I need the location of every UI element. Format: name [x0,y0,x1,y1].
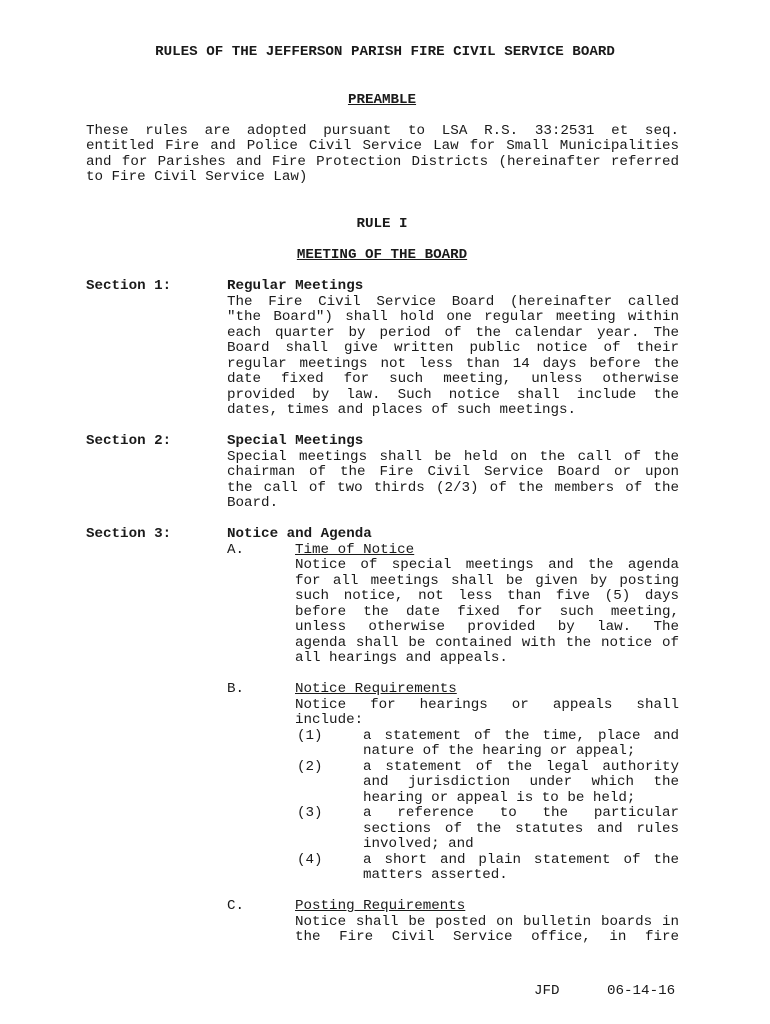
preamble-line: to Fire Civil Service Law) [86,169,308,185]
section-3-heading: Notice and Agenda [227,526,372,542]
rule-heading: MEETING OF THE BOARD [296,247,468,263]
footer-code: JFD [534,983,560,999]
section-2-label: Section 2: [86,433,172,449]
section-1-heading: Regular Meetings [227,278,364,294]
body-line: "the Board") shall hold one regular meeting within [227,309,679,325]
body-line: regular meetings not less than 14 days before the [227,356,679,372]
preamble-heading: PREAMBLE [347,92,417,108]
body-line: Special meetings shall be held on the call of the [227,449,679,465]
rule-number: RULE I [356,216,408,232]
subsection-b-heading: Notice Requirements [295,681,457,697]
list-line: hearing or appeal is to be held; [363,790,636,806]
subsection-a-letter: A. [227,542,245,558]
body-line: Board shall give written public notice of their [227,340,679,356]
subsection-c-heading: Posting Requirements [295,898,466,914]
list-line: a statement of the time, place and [363,728,679,744]
body-line: dates, times and places of such meetings. [227,402,577,418]
list-number: (3) [297,805,323,821]
list-line: a reference to the particular [363,805,679,821]
body-line: date fixed for such meeting, unless otherwise [227,371,679,387]
preamble-line: and for Parishes and Fire Protection Districts (hereinafter referred [86,154,679,170]
list-line: a statement of the legal authority [363,759,679,775]
body-line: provided by law. Such notice shall include the [227,387,679,403]
list-line: sections of the statutes and rules [363,821,679,837]
footer-date: 06-14-16 [607,983,676,999]
body-line: each quarter by period of the calendar year. The [227,325,679,341]
subsection-b-letter: B. [227,681,245,697]
body-line: the Fire Civil Service office, in fire [295,929,679,945]
body-line: unless otherwise provided by law. The [295,619,679,635]
subsection-c-letter: C. [227,898,245,914]
document-title: RULES OF THE JEFFERSON PARISH FIRE CIVIL SERVICE BOARD [155,44,615,60]
body-line: Notice of special meetings and the agenda [295,557,679,573]
section-2-heading: Special Meetings [227,433,364,449]
section-1-label: Section 1: [86,278,172,294]
list-number: (2) [297,759,323,775]
body-line: Notice for hearings or appeals shall [295,697,679,713]
body-line: chairman of the Fire Civil Service Board or upon [227,464,679,480]
body-line: agenda shall be contained with the notice of [295,635,679,651]
list-line: involved; and [363,836,474,852]
body-line: all hearings and appeals. [295,650,508,666]
list-number: (4) [297,852,323,868]
body-line: such notice, not less than five (5) days [295,588,679,604]
list-line: matters asserted. [363,867,508,883]
body-line: include: [295,712,364,728]
list-line: a short and plain statement of the [363,852,679,868]
preamble-line: These rules are adopted pursuant to LSA R.S. 33:2531 et seq. [86,123,679,139]
body-line: Board. [227,495,279,511]
subsection-a-heading: Time of Notice [295,542,415,558]
body-line: Notice shall be posted on bulletin boards in [295,914,679,930]
list-number: (1) [297,728,323,744]
list-line: nature of the hearing or appeal; [363,743,636,759]
body-line: The Fire Civil Service Board (hereinafter called [227,294,679,310]
preamble-line: entitled Fire and Police Civil Service Law for Small Municipalities [86,138,679,154]
section-3-label: Section 3: [86,526,172,542]
body-line: the call of two thirds (2/3) of the members of the [227,480,679,496]
list-line: and jurisdiction under which the [363,774,679,790]
body-line: for all meetings shall be given by posting [295,573,679,589]
body-line: before the date fixed for such meeting, [295,604,679,620]
